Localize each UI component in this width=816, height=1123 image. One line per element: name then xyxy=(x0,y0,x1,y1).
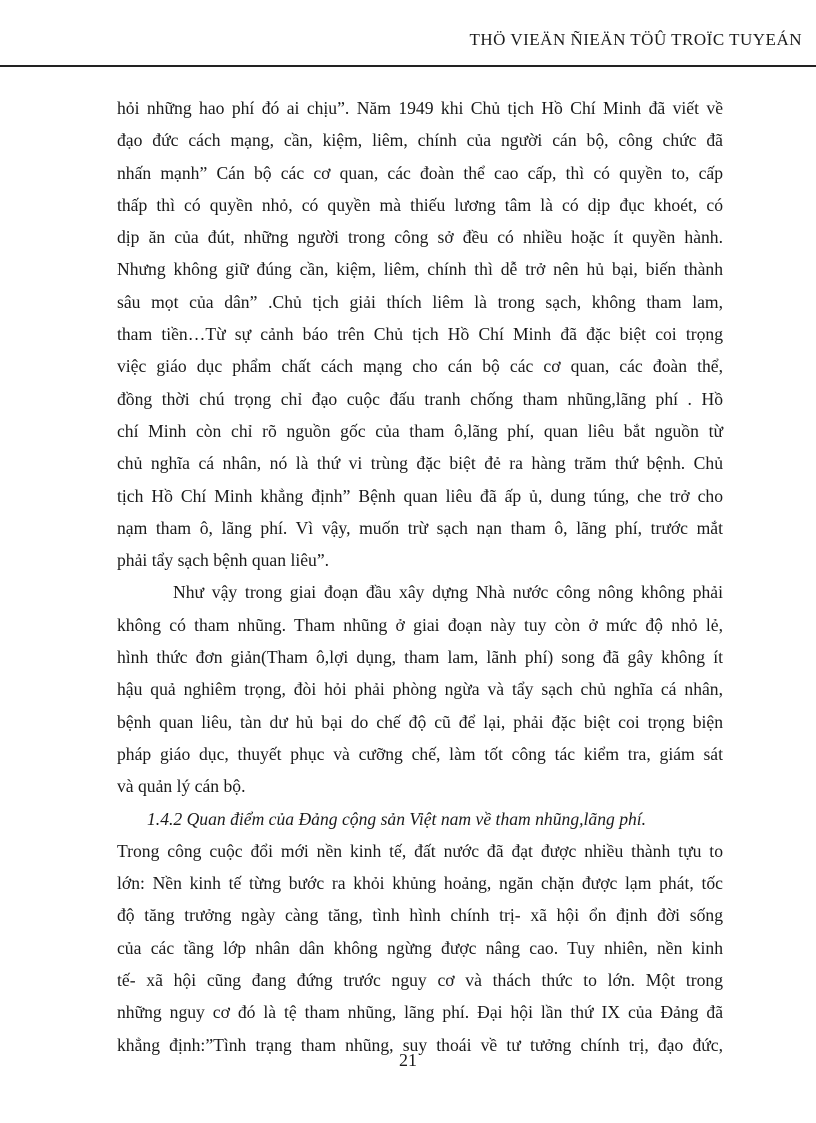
text-line: không có tham nhũng. Tham nhũng ở giai đoạn này tuy còn ở mức độ nhỏ lẻ, xyxy=(117,614,723,635)
text-line: và quản lý cán bộ. xyxy=(117,776,246,797)
text-line: đồng thời chú trọng chỉ đạo cuộc đấu tranh chống tham nhũng,lãng phí . Hồ xyxy=(117,388,723,409)
text-line: Trong công cuộc đổi mới nền kinh tế, đất nước đã đạt được nhiều thành tựu to xyxy=(117,840,723,861)
text-line: tham tiền…Từ sự cảnh báo trên Chủ tịch Hồ Chí Minh đã đặc biệt coi trọng xyxy=(117,324,723,345)
text-line: của các tầng lớp nhân dân không ngừng được nâng cao. Tuy nhiên, nền kinh xyxy=(117,937,723,958)
text-line: những nguy cơ đó là tệ tham nhũng, lãng phí. Đại hội lần thứ IX của Đảng đã xyxy=(117,1002,723,1023)
page-number: 21 xyxy=(399,1050,417,1070)
header-rule xyxy=(0,65,816,67)
text-line: việc giáo dục phẩm chất cách mạng cho cán bộ các cơ quan, các đoàn thể, xyxy=(117,356,723,377)
document-body xyxy=(117,92,723,1061)
text-line: hậu quả nghiêm trọng, đòi hỏi phải phòng ngừa và tẩy sạch chủ nghĩa cá nhân, xyxy=(117,679,723,700)
text-line: dịp ăn của đút, những người trong công sở đều có nhiều hoặc ít quyền hành. xyxy=(117,227,723,248)
text-line: lớn: Nền kinh tế từng bước ra khỏi khủng hoảng, ngăn chặn được lạm phát, tốc xyxy=(117,873,723,894)
text-line: khẳng định:”Tình trạng tham nhũng, suy thoái về tư tưởng chính trị, đạo đức, xyxy=(117,1034,723,1055)
text-line: pháp giáo dục, thuyết phục và cưỡng chế, làm tốt công tác kiểm tra, giám sát xyxy=(117,743,723,764)
paragraph-first-line: Như vậy trong giai đoạn đầu xây dựng Nhà nước công nông không phải xyxy=(173,582,723,603)
text-line: tịch Hồ Chí Minh khẳng định” Bệnh quan liêu đã ấp ủ, dung túng, che trở cho xyxy=(117,485,723,506)
text-line: phải tẩy sạch bệnh quan liêu”. xyxy=(117,550,330,571)
text-line: nhấn mạnh” Cán bộ các cơ quan, các đoàn thể cao cấp, thì có quyền to, cấp xyxy=(117,162,723,183)
text-line: chủ nghĩa cá nhân, nó là thứ vi trùng đặc biệt đẻ ra hàng trăm thứ bệnh. Chủ xyxy=(117,453,723,474)
text-line: hình thức đơn giản(Tham ô,lợi dụng, tham lam, lãnh phí) song đã gây không ít xyxy=(117,647,723,668)
text-line: sâu mọt của dân” .Chủ tịch giải thích liêm là trong sạch, không tham lam, xyxy=(117,291,723,312)
text-line: hỏi những hao phí đó ai chịu”. Năm 1949 khi Chủ tịch Hồ Chí Minh đã viết về xyxy=(117,98,723,118)
section-heading: 1.4.2 Quan điểm của Đảng cộng sản Việt nam về tham nhũng,lãng phí. xyxy=(147,808,647,829)
text-line: nạm tham ô, lãng phí. Vì vậy, muốn trừ sạch nạn tham ô, lãng phí, trước mắt xyxy=(117,517,723,538)
text-line: chí Minh còn chỉ rõ nguồn gốc của tham ô,lãng phí, quan liêu bắt nguồn từ xyxy=(117,420,723,441)
text-line: thấp thì có quyền nhỏ, có quyền mà thiếu lương tâm là có dịp đục khoét, có xyxy=(117,194,723,215)
text-line: bệnh quan liêu, tàn dư hủ bại do chế độ cũ để lại, phải đặc biệt coi trọng biện xyxy=(117,711,723,732)
page-header: THÖ VIEÄN ÑIEÄN TÖÛ TROÏC TUYEÁN xyxy=(469,30,802,49)
text-line: đạo đức cách mạng, cần, kiệm, liêm, chính của người cán bộ, công chức đã xyxy=(117,130,723,151)
text-line: Nhưng không giữ đúng cần, kiệm, liêm, chính thì dễ trở nên hủ bại, biến thành xyxy=(117,259,723,280)
text-line: độ tăng trưởng ngày càng tăng, tình hình chính trị- xã hội ổn định đời sống xyxy=(117,905,723,926)
text-line: tế- xã hội cũng đang đứng trước nguy cơ và thách thức to lớn. Một trong xyxy=(117,970,723,991)
